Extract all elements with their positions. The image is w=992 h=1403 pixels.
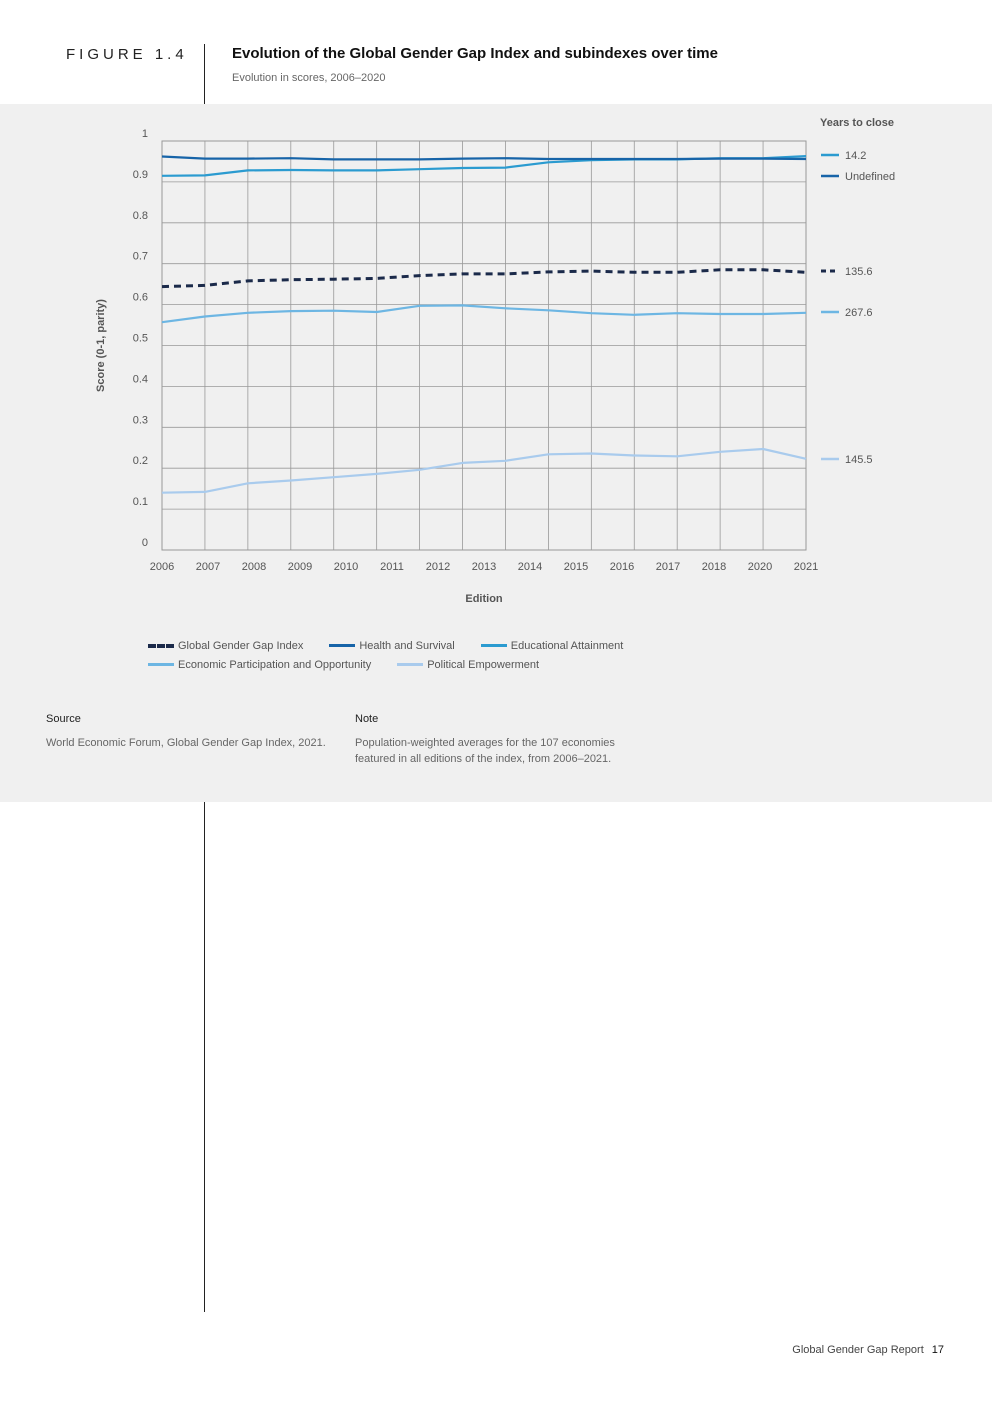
note-text: Population-weighted averages for the 107 economies featured in all editions of the index, from 2006–2021. (355, 737, 615, 765)
source-heading: Source (46, 713, 81, 725)
legend-swatch (148, 644, 174, 648)
y-tick-label: 0.6 (132, 291, 148, 304)
divider-line-top (204, 44, 205, 104)
report-name: Global Gender Gap Report (792, 1344, 924, 1356)
page-number: 17 (931, 1344, 944, 1356)
figure-label: FIGURE 1.4 (66, 46, 188, 63)
chart-title: Evolution of the Global Gender Gap Index and subindexes over time (232, 45, 718, 62)
years-to-close-value: 14.2 (845, 150, 867, 162)
x-tick-label: 2011 (380, 561, 404, 573)
note-heading: Note (355, 713, 379, 725)
legend-item-economic (148, 659, 371, 671)
x-tick-label: 2016 (609, 561, 635, 573)
legend-label: Economic Participation and Opportunity (178, 658, 372, 671)
legend-label: Educational Attainment (510, 639, 624, 652)
legend-label: Political Empowerment (427, 658, 540, 671)
legend-item-education (481, 640, 624, 652)
y-tick-label: 0 (141, 537, 148, 549)
y-axis-title: Score (0-1, parity) (95, 299, 107, 392)
legend-swatch (148, 663, 174, 666)
x-axis-title: Edition (465, 593, 503, 605)
legend-item-health (329, 640, 454, 652)
y-tick-label: 0.3 (132, 414, 148, 427)
y-tick-label: 0.2 (132, 455, 148, 468)
y-tick-label: 0.5 (132, 332, 148, 345)
legend-label: Global Gender Gap Index (178, 639, 304, 652)
legend-item-global-index (148, 640, 303, 652)
x-tick-label: 2007 (195, 561, 221, 573)
divider-line-bottom (204, 802, 205, 1312)
y-tick-label: 0.8 (132, 209, 148, 222)
years-to-close-value: 135.6 (845, 266, 873, 278)
legend-label: Health and Survival (359, 639, 455, 652)
years-to-close-value: Undefined (845, 171, 896, 183)
page-footer (792, 1344, 944, 1356)
x-tick-label: 2013 (471, 561, 497, 573)
chart-legend (148, 636, 668, 674)
years-to-close-value: 267.6 (845, 307, 873, 319)
figure-panel (0, 104, 992, 802)
years-to-close-title: Years to close (820, 117, 894, 129)
legend-swatch (329, 644, 355, 647)
x-tick-label: 2020 (747, 561, 773, 573)
legend-item-political (397, 659, 539, 671)
y-tick-label: 0.4 (132, 373, 148, 386)
x-tick-label: 2010 (333, 561, 359, 573)
x-tick-label: 2021 (793, 561, 819, 573)
x-tick-label: 2012 (425, 561, 451, 573)
x-tick-label: 2014 (517, 561, 543, 573)
y-tick-label: 0.1 (132, 496, 148, 509)
line-chart (0, 104, 992, 624)
x-tick-label: 2006 (149, 561, 175, 573)
years-to-close-value: 145.5 (845, 454, 873, 466)
x-tick-label: 2009 (287, 561, 313, 573)
y-tick-label: 0.9 (132, 168, 148, 181)
chart-subtitle: Evolution in scores, 2006–2020 (232, 72, 386, 84)
legend-swatch (397, 663, 423, 666)
y-tick-label: 0.7 (132, 250, 148, 263)
source-text: World Economic Forum, Global Gender Gap Index, 2021. (46, 737, 326, 749)
x-tick-label: 2018 (701, 561, 727, 573)
legend-swatch (481, 644, 507, 647)
x-tick-label: 2015 (563, 561, 589, 573)
x-tick-label: 2017 (655, 561, 681, 573)
x-tick-label: 2008 (241, 561, 267, 573)
y-tick-label: 1 (141, 128, 148, 140)
